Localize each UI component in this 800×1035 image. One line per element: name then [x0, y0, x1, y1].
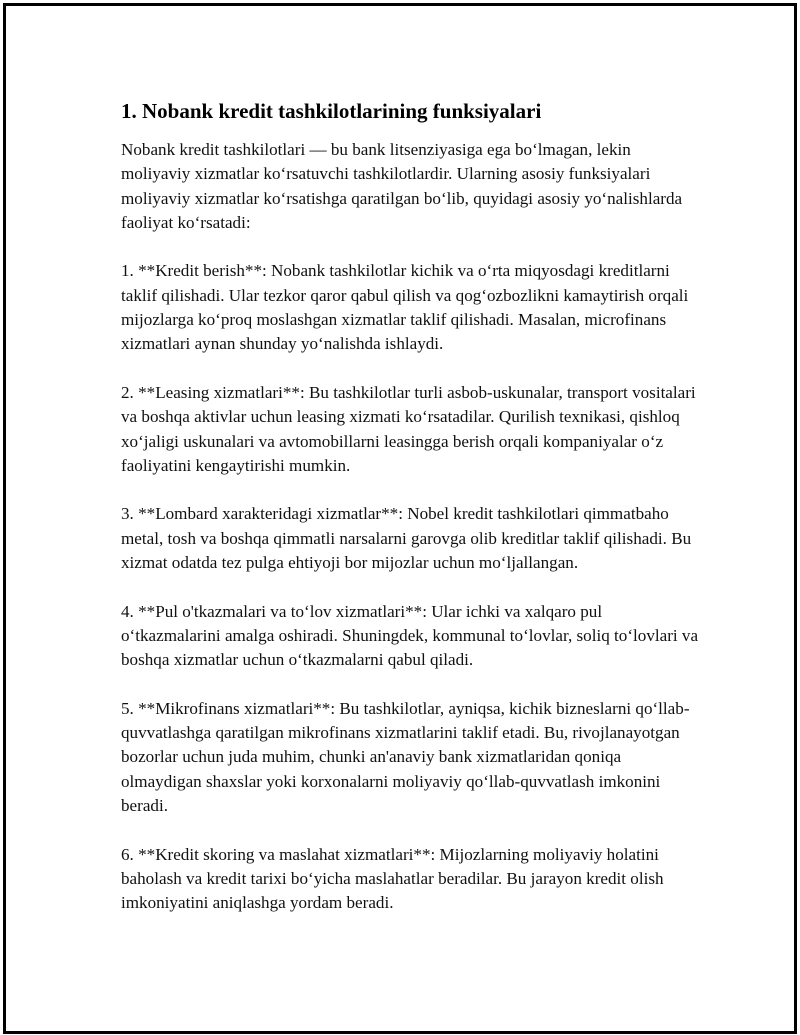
page-frame — [3, 3, 797, 1034]
intro-paragraph: Nobank kredit tashkilotlari — bu bank litsenziyasiga ega bo‘lmagan, lekin moliyaviy xizmatlar ko‘rsatuvchi tashkilotlardir. Ularning asosiy funksiyalari moliyaviy xizmatlar ko‘rsatishga qaratilgan bo‘lib, quyidagi asosiy yo‘nalishlarda faoliyat ko‘rsatadi: — [121, 140, 683, 232]
list-item-leasing: 2. **Leasing xizmatlari**: Bu tashkilotlar turli asbob-uskunalar, transport vositalari va boshqa aktivlar uchun leasing xizmati ko‘rsatadilar. Qurilish texnikasi, qishloq xo‘jaligi uskunalari va avtomobillarni leasingga berish orqali kompaniyalar o‘z faoliyatini kengaytirishi mumkin. — [121, 382, 696, 475]
list-item-kredit-berish: 1. **Kredit berish**: Nobank tashkilotlar kichik va o‘rta miqyosdagi kreditlarni taklif qilishadi. Ular tezkor qaror qabul qilish va qog‘ozbozlikni kamaytirish orqali mijozlarga ko‘proq moslashgan xizmatlar taklif qilishadi. Masalan, microfinans xizmatlari aynan shunday yo‘nalishda ishlaydi. — [121, 261, 689, 354]
list-item-lombard: 3. **Lombard xarakteridagi xizmatlar**: Nobel kredit tashkilotlari qimmatbaho metal, tosh va boshqa qimmatli narsalarni garovga olib kreditlar taklif qilishadi. Bu xizmat odatda tez pulga ehtiyoji bor mijozlar uchun mo‘ljallangan. — [121, 504, 692, 573]
document-title: 1. Nobank kredit tashkilotlarining funksiyalari — [121, 99, 542, 123]
list-item-mikrofinans: 5. **Mikrofinans xizmatlari**: Bu tashkilotlar, ayniqsa, kichik bizneslarni qo‘llab-quvvatlashga qaratilgan mikrofinans xizmatlarini taklif etadi. Bu, rivojlanayotgan bozorlar uchun juda muhim, chunki an'anaviy bank xizmatlaridan qoniqa olmaydigan shaxslar yoki korxonalarni moliyaviy qo‘llab-quvvatlash imkonini beradi. — [121, 698, 690, 816]
list-item-kredit-skoring: 6. **Kredit skoring va maslahat xizmatlari**: Mijozlarning moliyaviy holatini baholash va kredit tarixi bo‘yicha maslahatlar beradilar. Bu jarayon kredit olish imkoniyatini aniqlashga yordam beradi. — [121, 844, 664, 913]
list-item-pul-otkazmalari: 4. **Pul o'tkazmalari va to‘lov xizmatlari**: Ular ichki va xalqaro pul o‘tkazmalarini amalga oshiradi. Shuningdek, kommunal to‘lovlar, soliq to‘lovlari va boshqa xizmatlar uchun o‘tkazmalarni qabul qiladi. — [121, 601, 699, 670]
document-body — [121, 98, 701, 940]
